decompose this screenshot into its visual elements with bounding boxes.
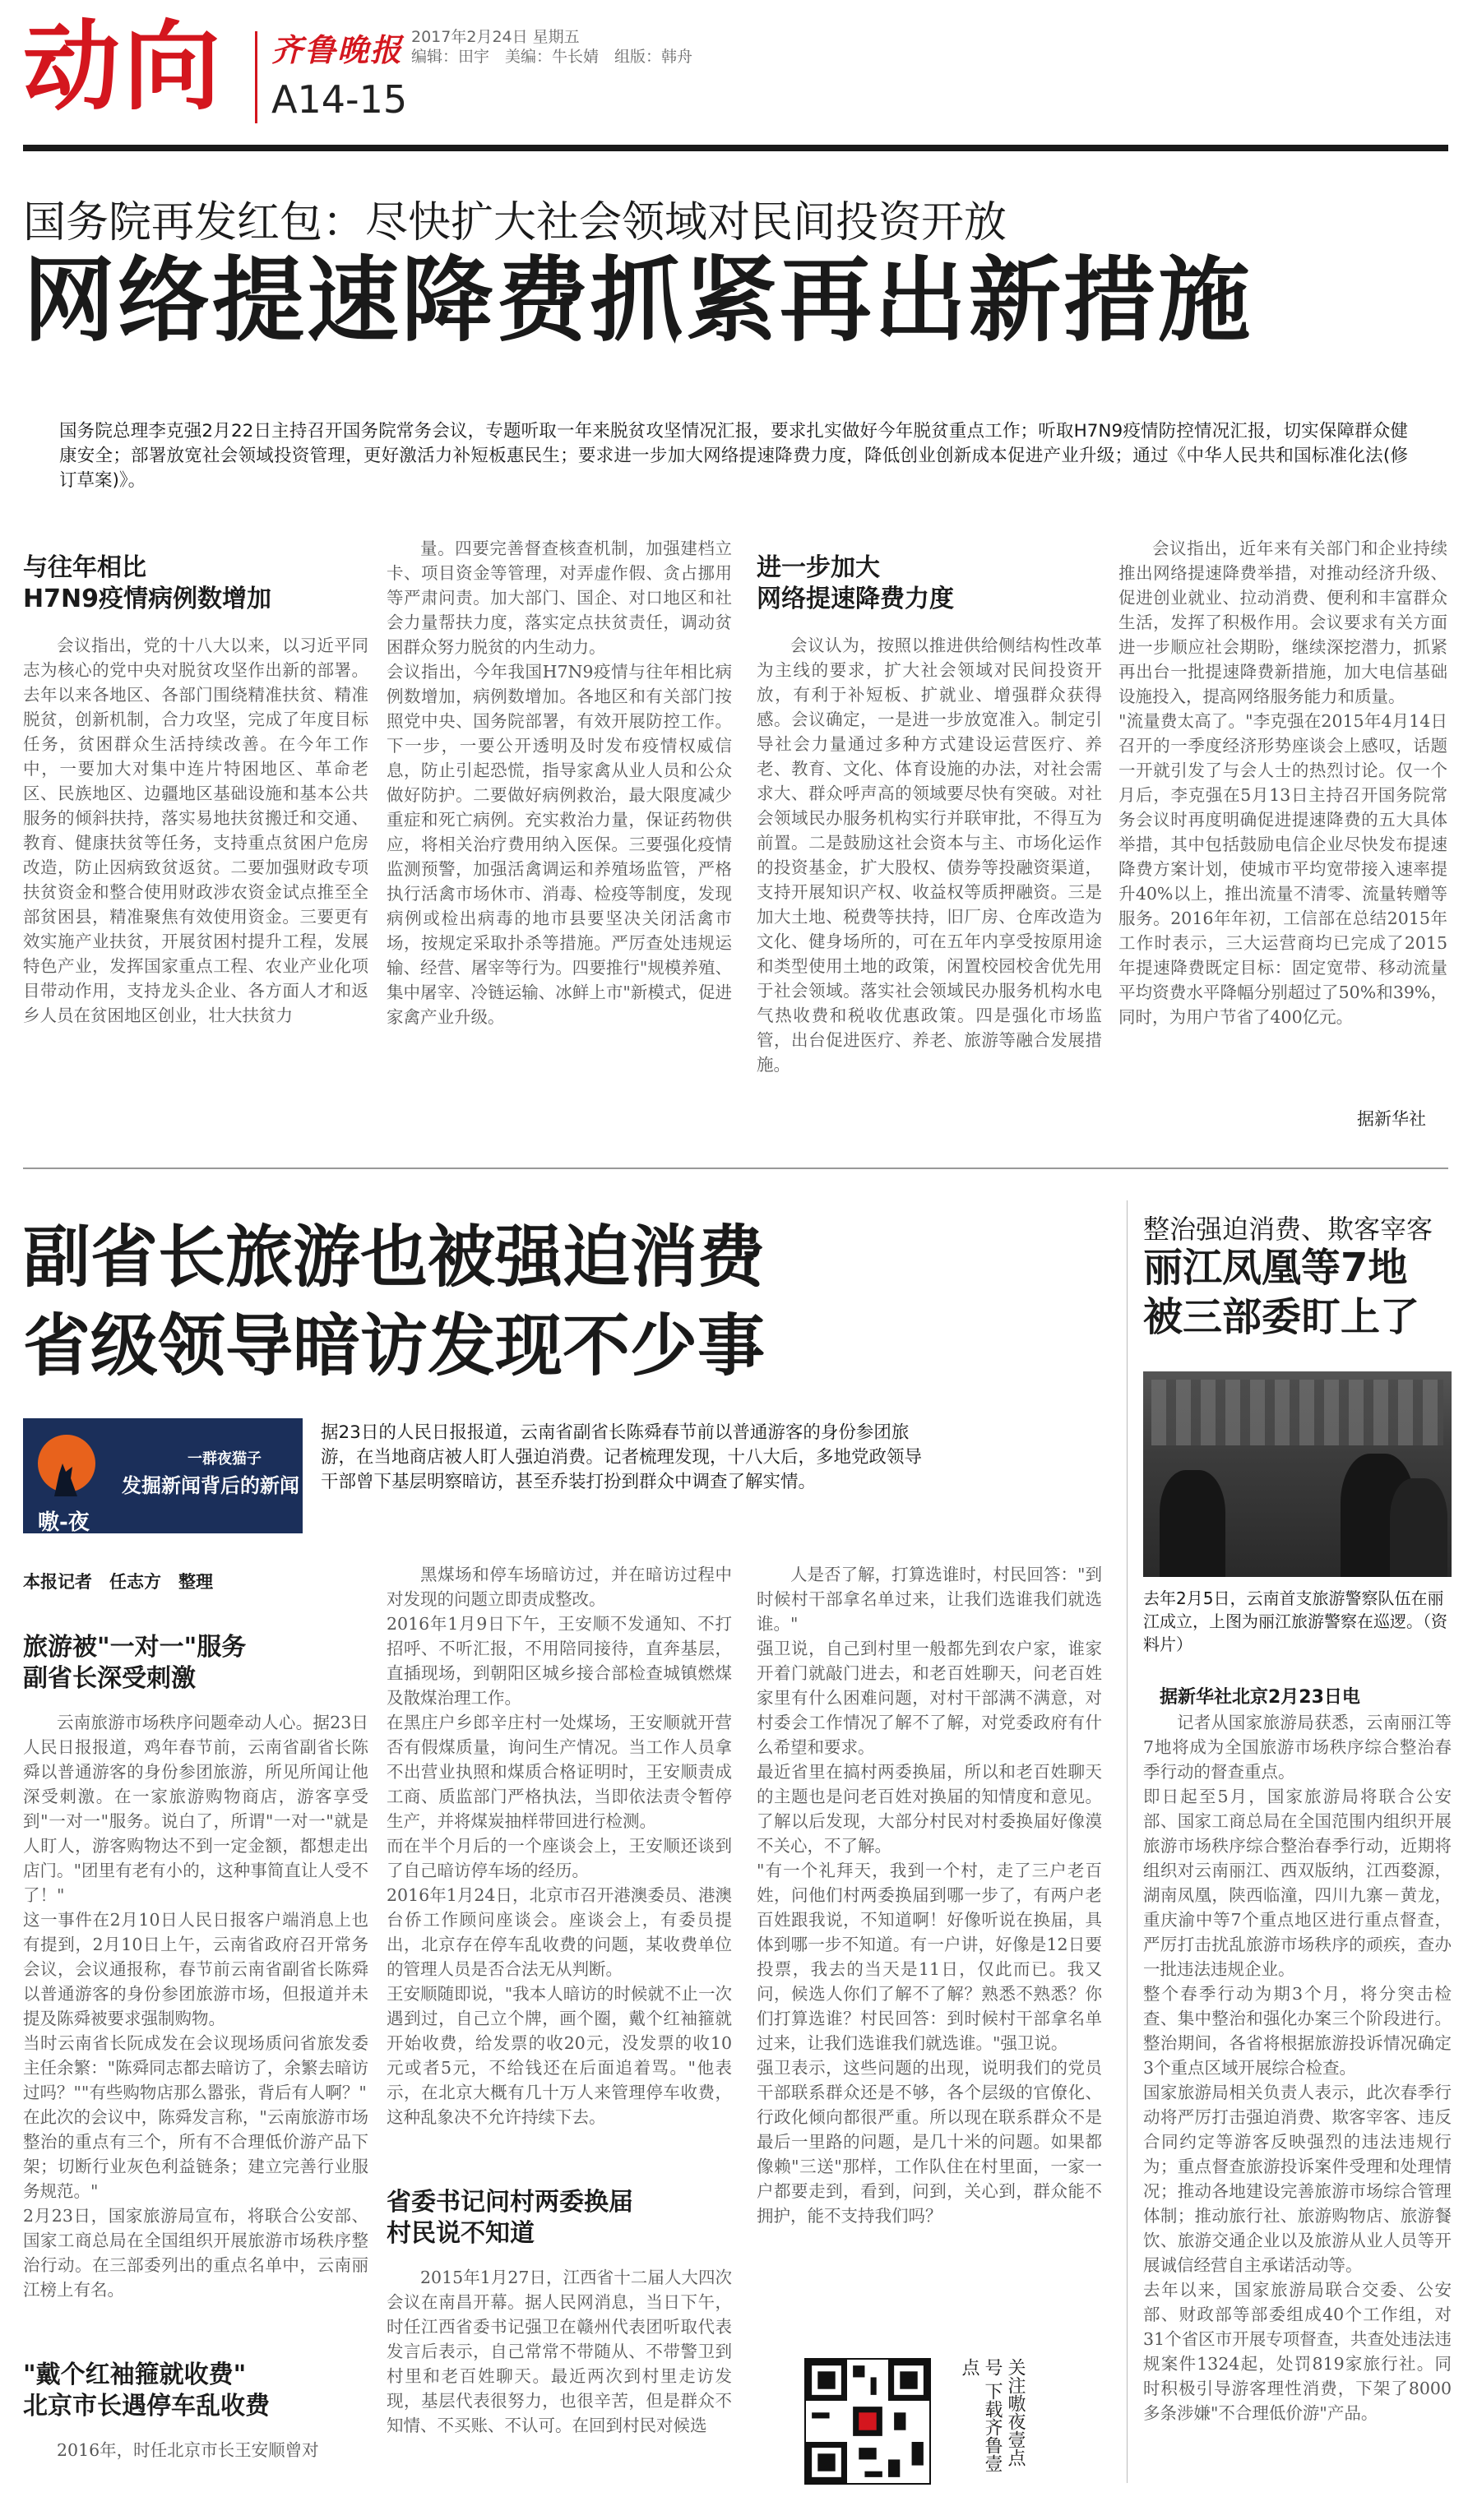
- story1-col3-subhead: 进一步加大 网络提速降费力度: [757, 553, 954, 613]
- story2-col1-text: 云南旅游市场秩序问题牵动人心。据23日人民日报报道，鸡年春节前，云南省副省长陈舜以普通游客的身份参团旅游，所见所闻让他深受刺激。在一家旅游购物商店，游客享受到"一对一"服务。说白了，所谓"一对一"就是人盯人，游客购物达不到一定金额，都想走出店门。"团里有老有小的，这种事简直让人受不了！" 这一事件在2月10日人民日报客户端消息上也有提到，2月10日上午，云南省政府召开常务会议，会议通报称，春节前云南省副省长陈舜以普通游客的身份参团旅游市场，但报道并未提及陈舜被要求强制购物。 当时云南省长阮成发在会议现场质问省旅发委主任余繁："陈舜同志都去暗访了，余繁去暗访过吗？""有些购物店那么嚣张，背后有人啊？" 在此次的会议中，陈舜发言称，"云南旅游市场整治的重点有三个，所有不合理低价游产品下架；切断行业灰色利益链条；建立完善行业服务规范。" 2月23日，国家旅游局宣布，将联合公安部、国家工商总局在全国组织开展旅游市场秩序整治行动。在三部委列出的重点名单中，云南丽江榜上有名。: [23, 1713, 368, 2300]
- logo-tagline-2: 发掘新闻背后的新闻: [122, 1474, 299, 1497]
- photo-person: [1390, 1478, 1447, 1577]
- story1-headline: 网络提速降费抓紧再出新措施: [23, 247, 1253, 354]
- photo-person: [1160, 1470, 1225, 1577]
- qr-pattern: [806, 2360, 929, 2483]
- section-title: 动向: [23, 9, 225, 123]
- story2-headline: 副省长旅游也被强迫消费 省级领导暗访发现不少事: [23, 1218, 766, 1385]
- story1-lead: 国务院总理李克强2月22日主持召开国务院常务会议，专题听取一年来脱贫攻坚情况汇报，要求扎实做好今年脱贫重点工作；听取H7N9疫情防控情况汇报，切实保障群众健康安全；部署放宽社会领域投资管理，更好激活力补短板惠民生；要求进一步加大网络提速降费力度，降低创业创新成本促进产业升级；通过《中华人民共和国标准化法(修订草案)》。: [59, 421, 1408, 491]
- paper-name: 齐鲁晚报: [271, 31, 404, 68]
- story3-dateline: 据新华社北京2月23日电: [1160, 1687, 1360, 1708]
- story2-byline: 本报记者 任志方 整理: [23, 1572, 213, 1592]
- logo-name: 嗷-夜: [38, 1510, 90, 1535]
- section-rule: [23, 1168, 1448, 1169]
- story2-col2-text2: 2015年1月27日，江西省十二届人大四次会议在南昌开幕。据人民网消息，当日下午，时任江西省委书记强卫在赣州代表团听取代表发言后表示，自己常常不带随从、不带警卫到村里和老百姓聊天。最近两次到村里走访发现，基层代表很努力，也很辛苦，但是群众不知情、不买账、不认可。在回到村民对候选: [387, 2268, 732, 2435]
- story1-col3-text: 会议认为，按照以推进供给侧结构性改革为主线的要求，扩大社会领域对民间投资开放，有利于补短板、扩就业、增强群众获得感。会议确定，一是进一步放宽准入。制定引导社会力量通过多种方式建设运营医疗、养老、教育、文化、体育设施的办法，对社会需求大、群众呼声高的领域要尽快有突破。对社会领域民办服务机构实行并联审批，不得互为前置。二是鼓励这社会资本与主、市场化运作的投资基金，扩大股权、债券等投融资渠道，支持开展知识产权、收益权等质押融资。三是加大土地、税费等扶持，旧厂房、仓库改造为文化、健身场所的，可在五年内享受按原用途和类型使用土地的政策，闲置校园校舍优先用于社会领域。落实社会领域民办服务机构水电气热收费和税收优惠政策。四是强化市场监管，出台促进医疗、养老、旅游等融合发展措施。: [757, 636, 1102, 1075]
- story2-lead: 据23日的人民日报报道，云南省副省长陈舜春节前以普通游客的身份参团旅游，在当地商店被人盯人强迫消费。记者梳理发现，十八大后，多地党政领导干部曾下基层明察暗访，甚至乔装打扮到群众中调查了解实情。: [321, 1422, 923, 1492]
- masthead-rule: [23, 145, 1448, 151]
- story1-subtitle: 国务院再发红包：尽快扩大社会领域对民间投资开放: [23, 198, 1007, 247]
- story2-col2-subhead: 省委书记问村两委换届 村民说不知道: [387, 2188, 633, 2248]
- masthead-divider: [255, 31, 257, 123]
- story1-col2-text: 量。四要完善督查核查机制，加强建档立卡、项目资金等管理，对弄虚作假、贪占挪用等严肃问责。加大部门、国企、对口地区和社会力量帮扶力度，落实定点扶贫责任，调动贫困群众努力脱贫的内生动力。 会议指出，今年我国H7N9疫情与往年相比病例数增加，病例数增加。各地区和有关部门按照党中央、国务院部署，有效开展防控工作。下一步，一要公开透明及时发布疫情权威信息，防止引起恐慌，指导家禽从业人员和公众做好防护。二要做好病例救治，最大限度减少重症和死亡病例。充实救治力量，保证药物供应，将相关治疗费用纳入医保。三要强化疫情监测预警，加强活禽调运和养殖场监管，严格执行活禽市场休市、消毒、检疫等制度，发现病例或检出病毒的地市县要坚决关闭活禽市场，按规定采取扑杀等措施。严厉查处违规运输、经营、屠宰等行为。四要推行"规模养殖、集中屠宰、冷链运输、冰鲜上市"新模式，促进家禽产业升级。: [387, 539, 732, 1027]
- story2-col2-text: 黑煤场和停车场暗访过，并在暗访过程中对发现的问题立即责成整改。 2016年1月9日下午，王安顺不发通知、不打招呼、不听汇报，不用陪同接待，直奔基层，直插现场，到朝阳区城乡接合部检查城镇燃煤及散煤治理工作。 在黑庄户乡郎辛庄村一处煤场，王安顺就开营否有假煤质量，询问生产情况。当工作人员拿不出营业执照和煤质合格证明时，王安顺责成工商、质监部门严格执法，当即依法责令暂停生产，并将煤炭抽样带回进行检测。 而在半个月后的一个座谈会上，王安顺还谈到了自己暗访停车场的经历。 2016年1月24日，北京市召开港澳委员、港澳台侨工作顾问座谈会。座谈会上，有委员提出，北京存在停车乱收费的问题，某收费单位的管理人员是否合法无从判断。 王安顺随即说，"我本人暗访的时候就不止一次遇到过，自己立个牌，画个圈，戴个红袖箍就开始收费，给发票的收20元，没发票的收10元或者5元，不给钱还在后面追着骂。"他表示，在北京大概有几十万人来管理停车收费，这种乱象决不允许持续下去。: [387, 1565, 732, 2127]
- column-divider: [1127, 1200, 1128, 2483]
- editors-line: 编辑：田宇 美编：牛长婧 组版：韩舟: [411, 48, 693, 66]
- story1-col1-subhead: 与往年相比 H7N9疫情病例数增加: [23, 553, 271, 613]
- qr-code[interactable]: [804, 2358, 931, 2485]
- story2-col1-subhead2: "戴个红袖箍就收费" 北京市长遇停车乱收费: [23, 2360, 270, 2421]
- column-logo: [23, 1418, 303, 1533]
- qr-instruction: 关注嗷夜壹点号 下载齐鲁壹点: [959, 2358, 1026, 2472]
- photo-shop-background: [1151, 1380, 1443, 1445]
- page-number: A14-15: [271, 77, 408, 122]
- news-photo: [1143, 1371, 1452, 1577]
- photo-caption: 去年2月5日，云南首支旅游警察队伍在丽江成立，上图为丽江旅游警察在巡逻。（资料片）: [1143, 1588, 1447, 1654]
- story1-col1-text: 会议指出，党的十八大以来，以习近平同志为核心的党中央对脱贫攻坚作出新的部署。去年以来各地区、各部门围绕精准扶贫、精准脱贫，创新机制，合力攻坚，完成了年度目标任务，贫困群众生活持续改善。在今年工作中，一要加大对集中连片特困地区、革命老区、民族地区、边疆地区基础设施和基本公共服务的倾斜扶持，落实易地扶贫搬迁和交通、教育、健康扶贫等任务，支持重点贫困户危房改造，防止因病致贫返贫。二要加强财政专项扶贫资金和整合使用财政涉农资金试点推至全部贫困县，精准聚焦有效使用资金。三要更有效实施产业扶贫，开展贫困村提升工程，发展特色产业，发挥国家重点工程、农业产业化项目带动作用，支持龙头企业、各方面人才和返乡人员在贫困地区创业，壮大扶贫力: [23, 636, 368, 1025]
- story3-headline: 丽江凤凰等7地 被三部委盯上了: [1143, 1245, 1420, 1340]
- story2-col1-subhead: 旅游被"一对一"服务 副省长深受刺激: [23, 1633, 247, 1693]
- story1-credit: 据新华社: [1357, 1109, 1426, 1129]
- story3-text: 记者从国家旅游局获悉，云南丽江等7地将成为全国旅游市场秩序综合整治春季行动的督查重点。 即日起至5月，国家旅游局将联合公安部、国家工商总局在全国范围内组织开展旅游市场秩序综合整治春季行动，近期将组织对云南丽江、西双版纳，江西婺源，湖南凤凰，陕西临潼，四川九寨－黄龙，重庆渝中等7个重点地区进行重点督查，严厉打击扰乱旅游市场秩序的顽疾，查办一批违法违规企业。 整个春季行动为期3个月，将分突击检查、集中整治和强化办案三个阶段进行。整治期间，各省将根据旅游投诉情况确定3个重点区域开展综合检查。 国家旅游局相关负责人表示，此次春季行动将严厉打击强迫消费、欺客宰客、违反合同约定等游客反映强烈的违法违规行为；重点督查旅游投诉案件受理和处理情况；推动各地建设完善旅游市场综合管理体制；推动旅行社、旅游购物店、旅游餐饮、旅游交通企业以及旅游从业人员等开展诚信经营自主承诺活动等。 去年以来，国家旅游局联合交委、公安部、财政部等部委组成40个工作组，对31个省区市开展专项督查，共查处违法违规案件1324起，处罚819家旅行社。同时积极引导游客理性消费，下架了8000多条涉嫌"不合理低价游"产品。: [1143, 1713, 1452, 2423]
- story1-col4-text: 会议指出，近年来有关部门和企业持续推出网络提速降费举措，对推动经济升级、促进创业就业、拉动消费、便利和丰富群众生活，发挥了积极作用。会议要求有关方面进一步顺应社会期盼，继续深挖潜力，抓紧再出台一批提速降费新措施，加大电信基础设施投入，提高网络服务能力和质量。 "流量费太高了。"李克强在2015年4月14日召开的一季度经济形势座谈会上感叹，话题一开就引发了与会人士的热烈讨论。仅一个月后，李克强在5月13日主持召开国务院常务会议时再度明确促进提速降费的五大具体举措，其中包括鼓励电信企业尽快发布提速降费方案计划，使城市平均宽带接入速率提升40%以上，推出流量不清零、流量转赠等服务。2016年年初，工信部在总结2015年工作时表示，三大运营商均已完成了2015年提速降费既定目标：固定宽带、移动流量平均资费水平降幅分别超过了50%和39%，同时，为用户节省了400亿元。: [1118, 539, 1447, 1027]
- story2-col3-text: 人是否了解，打算选谁时，村民回答："到时候村干部拿名单过来，让我们选谁我们就选谁。" 强卫说，自己到村里一般都先到农户家，谁家开着门就敲门进去，和老百姓聊天，问老百姓家里有什么困难问题，对村干部满不满意，对村委会工作情况了解不了解，对党委政府有什么希望和要求。 最近省里在搞村两委换届，所以和老百姓聊天的主题也是问老百姓对换届的知情度和意见。了解以后发现，大部分村民对村委换届好像漠不关心，不了解。 "有一个礼拜天，我到一个村，走了三户老百姓，问他们村两委换届到哪一步了，有两户老百姓跟我说，不知道啊！好像听说在换届，具体到哪一步不知道。有一户讲，好像是12日要投票，我去的当天是11日，仅此而已。我又问，候选人你们了解不了解？熟悉不熟悉？你们打算选谁？村民回答：到时候村干部拿名单过来，让我们选谁我们就选谁。"强卫说。 强卫表示，这些问题的出现，说明我们的党员干部联系群众还是不够，各个层级的官僚化、行政化倾向都很严重。所以现在联系群众不是最后一里路的问题，是几十米的问题。如果都像赖"三送"那样，工作队住在村里面，一家一户都要走到，看到，问到，关心到，群众能不拥护，能不支持我们吗？: [757, 1565, 1102, 2226]
- story2-col1-text2: 2016年，时任北京市长王安顺曾对: [57, 2440, 319, 2460]
- logo-tagline-1: 一群夜猫子: [188, 1450, 262, 1468]
- date-line: 2017年2月24日 星期五: [411, 28, 580, 46]
- story3-kicker: 整治强迫消费、欺客宰客: [1143, 1214, 1433, 1245]
